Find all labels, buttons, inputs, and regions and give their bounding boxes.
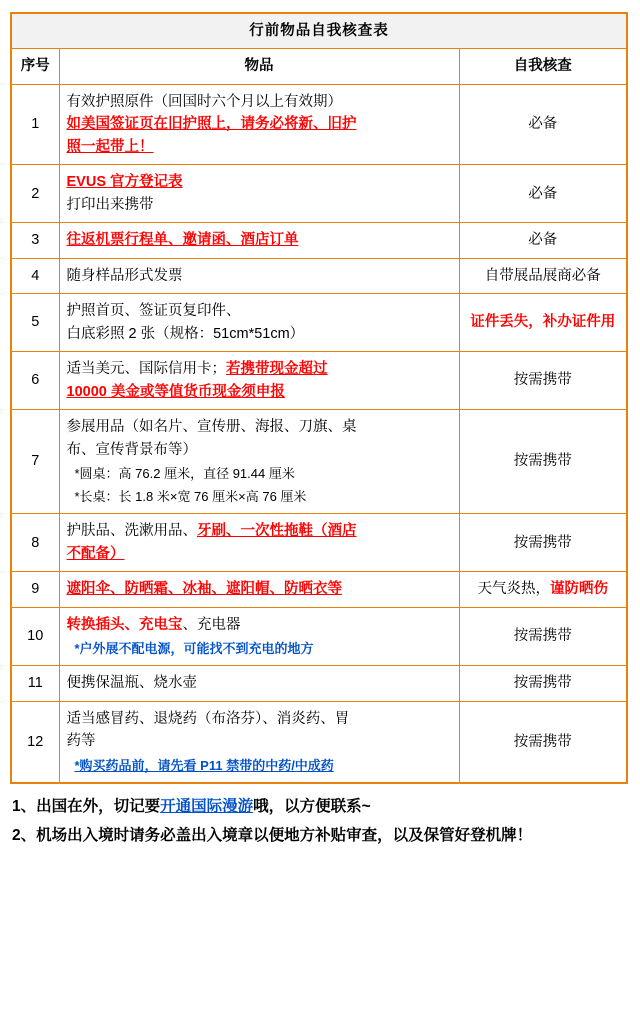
row-check: 按需携带	[459, 701, 627, 783]
row-item: 有效护照原件（回国时六个月以上有效期） 如美国签证页在旧护照上，请务必将新、旧护 照一起带上！	[59, 84, 459, 164]
row-number: 9	[11, 572, 59, 607]
row-item: 转换插头、充电宝、充电器 *户外展不配电源，可能找不到充电的地方	[59, 607, 459, 666]
row-item: 往返机票行程单、邀请函、酒店订单	[59, 223, 459, 258]
checklist-table	[10, 12, 628, 784]
footer-line: 1、出国在外，切记要开通国际漫游哦，以方便联系~	[12, 797, 371, 815]
row-number: 11	[11, 666, 59, 701]
column-header-check: 自我核查	[459, 49, 627, 84]
table-row	[11, 223, 627, 258]
footer-line: 2、机场出入境时请务必盖出入境章以便地方补贴审查，以及保管好登机牌！	[12, 827, 533, 845]
table-row	[11, 514, 627, 572]
row-check: 按需携带	[459, 666, 627, 701]
table-row	[11, 666, 627, 701]
row-item: EVUS 官方登记表 打印出来携带	[59, 165, 459, 223]
table-row	[11, 84, 627, 164]
table-row	[11, 701, 627, 783]
table-row	[11, 572, 627, 607]
row-item: 护照首页、签证页复印件、 白底彩照 2 张（规格：51cm*51cm）	[59, 294, 459, 352]
table-header-row	[11, 49, 627, 84]
row-item: 便携保温瓶、烧水壶	[59, 666, 459, 701]
row-check: 按需携带	[459, 514, 627, 572]
row-check: 自带展品展商必备	[459, 258, 627, 293]
table-row	[11, 410, 627, 514]
row-item: 参展用品（如名片、宣传册、海报、刀旗、桌 布、宣传背景布等） *圆桌：高 76.2 厘米，直径 91.44 厘米 *长桌：长 1.8 米×宽 76 厘米×高 76 厘米	[59, 410, 459, 514]
footer-notes	[10, 792, 630, 851]
column-header-no: 序号	[11, 49, 59, 84]
row-item: 随身样品形式发票	[59, 258, 459, 293]
row-item: 遮阳伞、防晒霜、冰袖、遮阳帽、防晒衣等	[59, 572, 459, 607]
column-header-item: 物品	[59, 49, 459, 84]
row-number: 1	[11, 84, 59, 164]
row-item: 适当感冒药、退烧药（布洛芬）、消炎药、胃 药等 *购买药品前，请先看 P11 禁带的中药/中成药	[59, 701, 459, 783]
row-check: 证件丢失，补办证件用	[459, 294, 627, 352]
row-number: 5	[11, 294, 59, 352]
row-number: 2	[11, 165, 59, 223]
row-number: 7	[11, 410, 59, 514]
table-row	[11, 165, 627, 223]
table-title-row	[11, 13, 627, 49]
row-number: 4	[11, 258, 59, 293]
row-item: 适当美元、国际信用卡；若携带现金超过 10000 美金或等值货币现金须申报	[59, 352, 459, 410]
table-row	[11, 352, 627, 410]
row-check: 必备	[459, 165, 627, 223]
table-row	[11, 294, 627, 352]
table-body	[11, 84, 627, 782]
row-number: 8	[11, 514, 59, 572]
table-row	[11, 607, 627, 666]
row-number: 10	[11, 607, 59, 666]
page-title: 行前物品自我核查表	[11, 13, 627, 49]
row-number: 12	[11, 701, 59, 783]
row-number: 6	[11, 352, 59, 410]
row-check: 天气炎热，谨防晒伤	[459, 572, 627, 607]
table-row	[11, 258, 627, 293]
row-check: 按需携带	[459, 352, 627, 410]
row-number: 3	[11, 223, 59, 258]
row-check: 必备	[459, 223, 627, 258]
row-item: 护肤品、洗漱用品、牙刷、一次性拖鞋（酒店 不配备）	[59, 514, 459, 572]
row-check: 必备	[459, 84, 627, 164]
row-check: 按需携带	[459, 607, 627, 666]
row-check: 按需携带	[459, 410, 627, 514]
